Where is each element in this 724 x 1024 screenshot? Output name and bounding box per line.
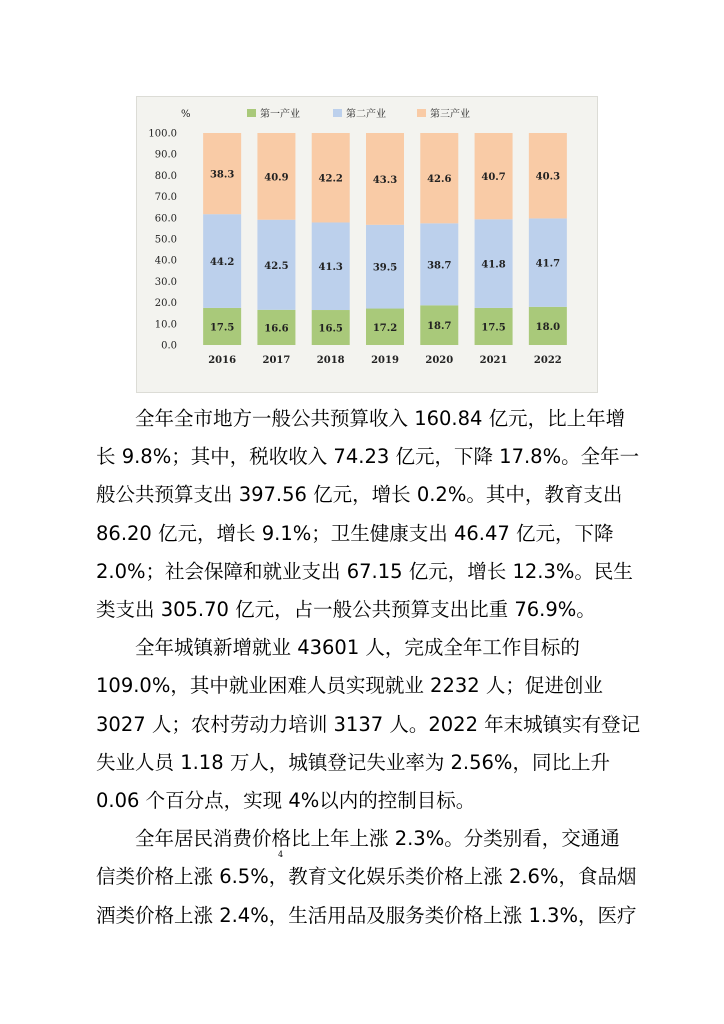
data-label: 18.7 <box>427 321 452 333</box>
data-label: 43.3 <box>372 174 398 186</box>
data-label: 44.2 <box>209 257 235 269</box>
data-label: 40.9 <box>264 172 289 184</box>
text-line: 0.06 个百分点，实现 4%以内的控制目标。 <box>96 789 476 813</box>
text-line: 失业人员 1.18 万人，城镇登记失业率为 2.56%，同比上升 <box>96 750 610 774</box>
y-tick-label: 70.0 <box>154 192 177 204</box>
data-label: 41.8 <box>481 259 506 271</box>
y-tick-label: 10.0 <box>154 319 177 331</box>
text-line: 全年居民消费价格比上年上涨 2.3%。分类别看，交通通 <box>135 827 620 851</box>
industry-structure-chart <box>136 96 598 393</box>
data-label: 42.2 <box>318 173 343 185</box>
data-label: 40.7 <box>481 172 506 184</box>
text-line: 信类价格上涨 6.5%，教育文化娱乐类价格上涨 2.6%，食品烟 <box>96 865 637 889</box>
data-label: 17.5 <box>481 322 506 334</box>
x-tick-label: 2016 <box>208 355 237 366</box>
text-line: 2.0%；社会保障和就业支出 67.15 亿元，增长 12.3%。民生 <box>96 559 633 583</box>
text-line: 酒类价格上涨 2.4%，生活用品及服务类价格上涨 1.3%，医疗 <box>96 903 637 927</box>
stacked-bar-chart <box>137 97 597 392</box>
data-label: 17.5 <box>209 322 235 334</box>
data-label: 38.7 <box>427 260 452 272</box>
y-tick-label: 90.0 <box>154 149 177 161</box>
paragraph-employment <box>96 629 641 820</box>
x-tick-label: 2020 <box>425 355 454 366</box>
y-tick-label: 60.0 <box>154 213 177 225</box>
data-label: 41.3 <box>318 262 343 274</box>
y-tick-label: 50.0 <box>154 234 177 246</box>
text-line: 86.20 亿元，增长 9.1%；卫生健康支出 46.47 亿元，下降 <box>96 521 614 545</box>
y-tick-label: 40.0 <box>154 255 177 267</box>
x-tick-label: 2017 <box>262 355 291 366</box>
x-tick-label: 2021 <box>479 355 508 366</box>
x-tick-label: 2019 <box>371 355 399 366</box>
legend-label: 第二产业 <box>346 109 386 120</box>
paragraph-fiscal <box>96 400 640 629</box>
data-label: 17.2 <box>372 322 398 334</box>
y-tick-label: 100.0 <box>148 128 177 140</box>
text-line: 全年城镇新增就业 43601 人，完成全年工作目标的 <box>135 636 580 660</box>
y-tick-label: 80.0 <box>154 170 177 182</box>
x-tick-label: 2018 <box>316 355 345 366</box>
y-tick-label: 30.0 <box>154 276 177 288</box>
text-line: 109.0%，其中就业困难人员实现就业 2232 人；促进创业 <box>96 674 603 698</box>
legend-swatch <box>333 109 342 117</box>
text-line: 3027 人；农村劳动力培训 3137 人。2022 年末城镇实有登记 <box>96 712 641 736</box>
text-line: 类支出 305.70 亿元，占一般公共预算支出比重 76.9%。 <box>96 598 596 622</box>
legend-label: 第三产业 <box>430 109 470 120</box>
text-line: 长 9.8%；其中，税收收入 74.23 亿元，下降 17.8%。全年一 <box>96 445 640 469</box>
data-label: 39.5 <box>372 262 398 274</box>
data-label: 18.0 <box>535 321 561 333</box>
text-line: 般公共预算支出 397.56 亿元，增长 0.2%。其中，教育支出 <box>96 483 623 507</box>
data-label: 40.3 <box>535 171 561 183</box>
data-label: 41.7 <box>535 258 561 270</box>
y-tick-label: 0.0 <box>161 340 177 352</box>
data-label: 16.5 <box>318 323 343 335</box>
document-body <box>96 400 641 935</box>
x-tick-label: 2022 <box>533 355 562 366</box>
y-axis-unit-label: % <box>181 109 191 120</box>
paragraph-prices <box>96 820 636 935</box>
data-label: 16.6 <box>264 323 289 335</box>
legend-swatch <box>247 109 256 117</box>
legend-label: 第一产业 <box>260 109 300 120</box>
text-line: 全年全市地方一般公共预算收入 160.84 亿元，比上年增 <box>135 407 626 430</box>
legend-swatch <box>417 109 426 117</box>
data-label: 42.5 <box>264 260 289 272</box>
data-label: 42.6 <box>427 174 452 186</box>
y-tick-label: 20.0 <box>154 298 177 310</box>
page-number: 4 <box>278 850 284 859</box>
data-label: 38.3 <box>209 169 235 181</box>
